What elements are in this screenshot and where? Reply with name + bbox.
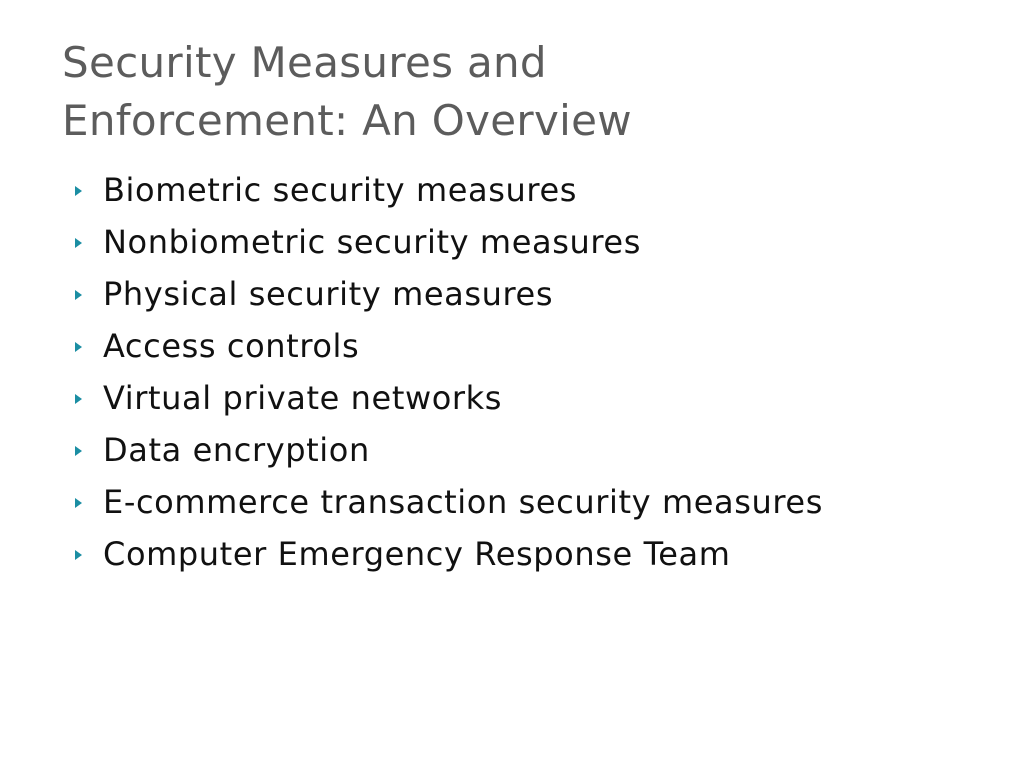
bullet-text: Physical security measures bbox=[103, 275, 554, 313]
bullet-list bbox=[75, 164, 823, 580]
bullet-text: Biometric security measures bbox=[103, 171, 578, 209]
bullet-text: Access controls bbox=[103, 327, 360, 365]
bullet-text: Data encryption bbox=[103, 431, 370, 469]
triangle-bullet-icon bbox=[75, 550, 82, 560]
bullet-item-physical bbox=[75, 268, 823, 320]
title-line-2: Enforcement: An Overview bbox=[62, 96, 632, 145]
triangle-bullet-icon bbox=[75, 290, 82, 300]
bullet-item-biometric bbox=[75, 164, 823, 216]
bullet-text: Virtual private networks bbox=[103, 379, 503, 417]
bullet-item-nonbiometric bbox=[75, 216, 823, 268]
triangle-bullet-icon bbox=[75, 394, 82, 404]
bullet-item-ecommerce bbox=[75, 476, 823, 528]
bullet-text: E-commerce transaction security measures bbox=[103, 483, 823, 521]
title-line-1: Security Measures and bbox=[62, 38, 547, 87]
triangle-bullet-icon bbox=[75, 186, 82, 196]
bullet-item-access-controls bbox=[75, 320, 823, 372]
slide-title bbox=[62, 34, 962, 150]
bullet-text: Computer Emergency Response Team bbox=[103, 535, 731, 573]
bullet-item-cert bbox=[75, 528, 823, 580]
bullet-item-data-encryption bbox=[75, 424, 823, 476]
triangle-bullet-icon bbox=[75, 498, 82, 508]
triangle-bullet-icon bbox=[75, 238, 82, 248]
triangle-bullet-icon bbox=[75, 342, 82, 352]
triangle-bullet-icon bbox=[75, 446, 82, 456]
bullet-item-vpn bbox=[75, 372, 823, 424]
bullet-text: Nonbiometric security measures bbox=[103, 223, 641, 261]
